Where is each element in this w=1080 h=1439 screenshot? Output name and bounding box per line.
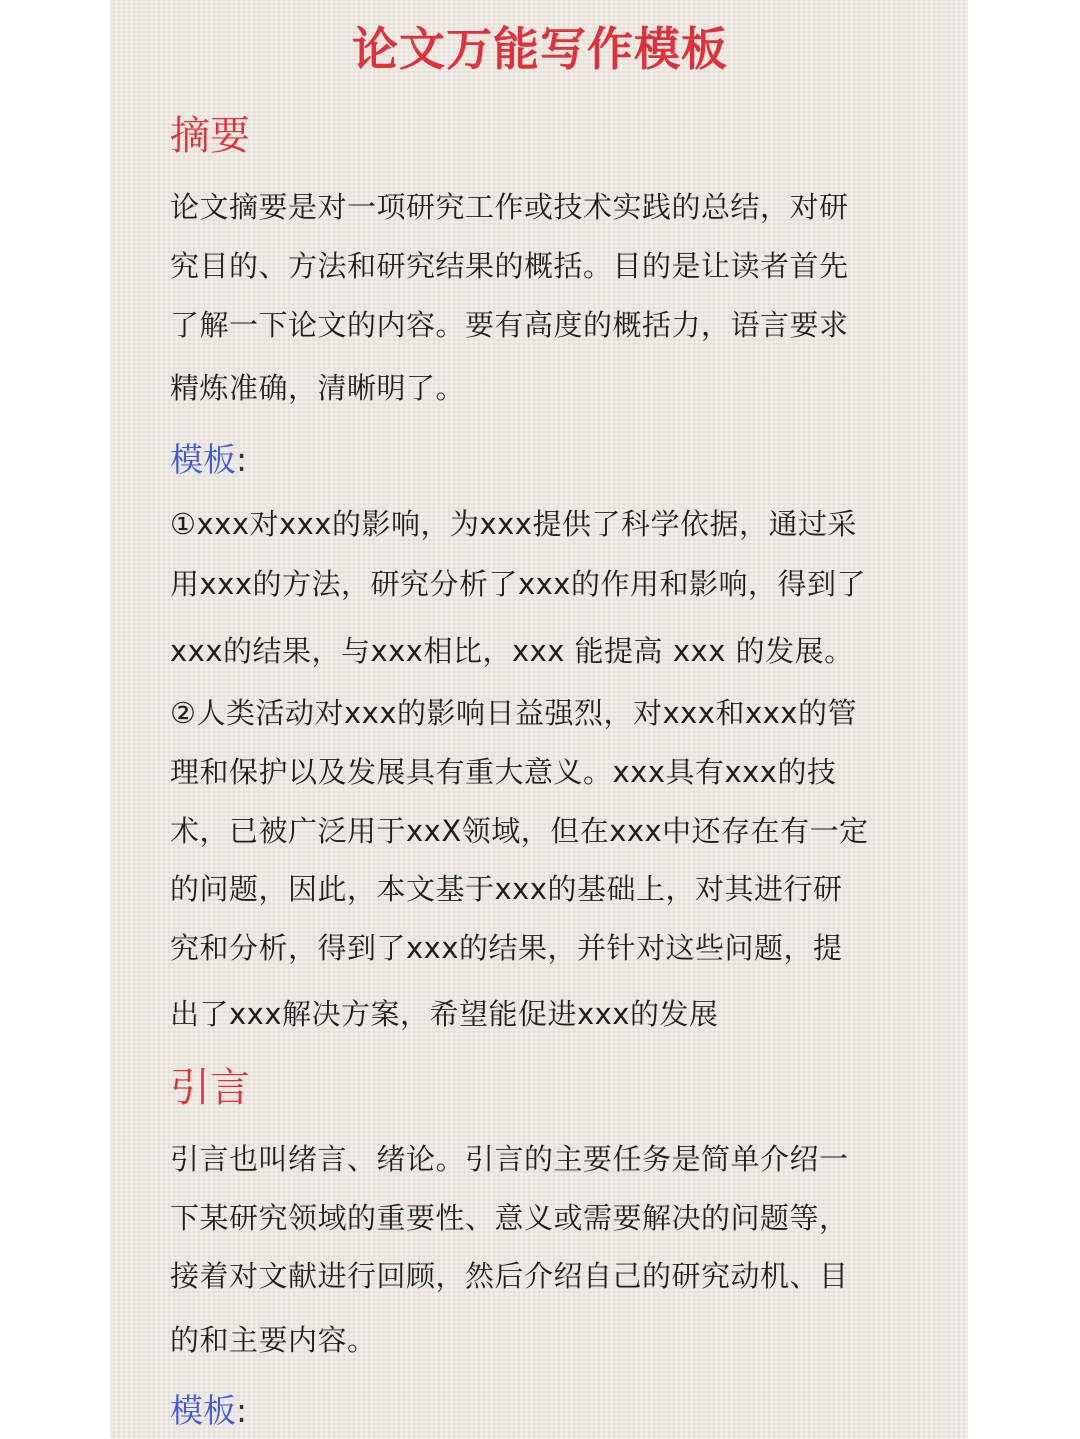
section-heading-abstract: 摘要: [170, 113, 250, 159]
abstract-text-line: 究目的、方法和研究结果的概括。目的是让读者首先: [170, 249, 849, 283]
introduction-text-line: 下某研究领域的重要性、意义或需要解决的问题等，: [170, 1201, 849, 1235]
template-label-text: 模板: [170, 440, 236, 479]
page-title: 论文万能写作模板: [352, 22, 728, 76]
template-label-colon: :: [236, 440, 248, 479]
introduction-text-line: 接着对文献进行回顾，然后介绍自己的研究动机、目: [170, 1259, 849, 1293]
template-text-line: 的问题，因此，本文基于xxx的基础上，对其进行研: [170, 872, 843, 906]
template-label-text: 模板: [170, 1391, 236, 1430]
template-text-line: 理和保护以及发展具有重大意义。xxx具有xxx的技: [170, 755, 837, 789]
abstract-text-line: 了解一下论文的内容。要有高度的概括力，语言要求: [170, 308, 849, 342]
abstract-text-line: 论文摘要是对一项研究工作或技术实践的总结，对研: [170, 190, 849, 224]
template-label-abstract: [170, 440, 248, 479]
template-text-line: xxx的结果，与xxx相比，xxx 能提高 xxx 的发展。: [170, 634, 854, 668]
abstract-text-line: 精炼准确，清晰明了。: [170, 371, 466, 405]
template-label-colon: :: [236, 1391, 248, 1430]
introduction-text-line: 引言也叫绪言、绪论。引言的主要任务是简单介绍一: [170, 1142, 849, 1176]
introduction-text-line: 的和主要内容。: [170, 1323, 377, 1357]
template-text-line: 究和分析，得到了xxx的结果，并针对这些问题，提: [170, 931, 843, 965]
template-label-introduction: [170, 1391, 248, 1430]
section-heading-introduction: 引言: [170, 1065, 250, 1111]
template-text-line: ②人类活动对xxx的影响日益强烈，对xxx和xxx的管: [170, 696, 857, 730]
template-text-line: 出了xxx解决方案，希望能促进xxx的发展: [170, 997, 719, 1031]
template-text-line: 术，已被广泛用于xxX领域，但在xxx中还存在有一定: [170, 814, 869, 848]
template-text-line: 用xxx的方法，研究分析了xxx的作用和影响，得到了: [170, 567, 866, 601]
template-text-line: ①xxx对xxx的影响，为xxx提供了科学依据，通过采: [170, 507, 857, 541]
